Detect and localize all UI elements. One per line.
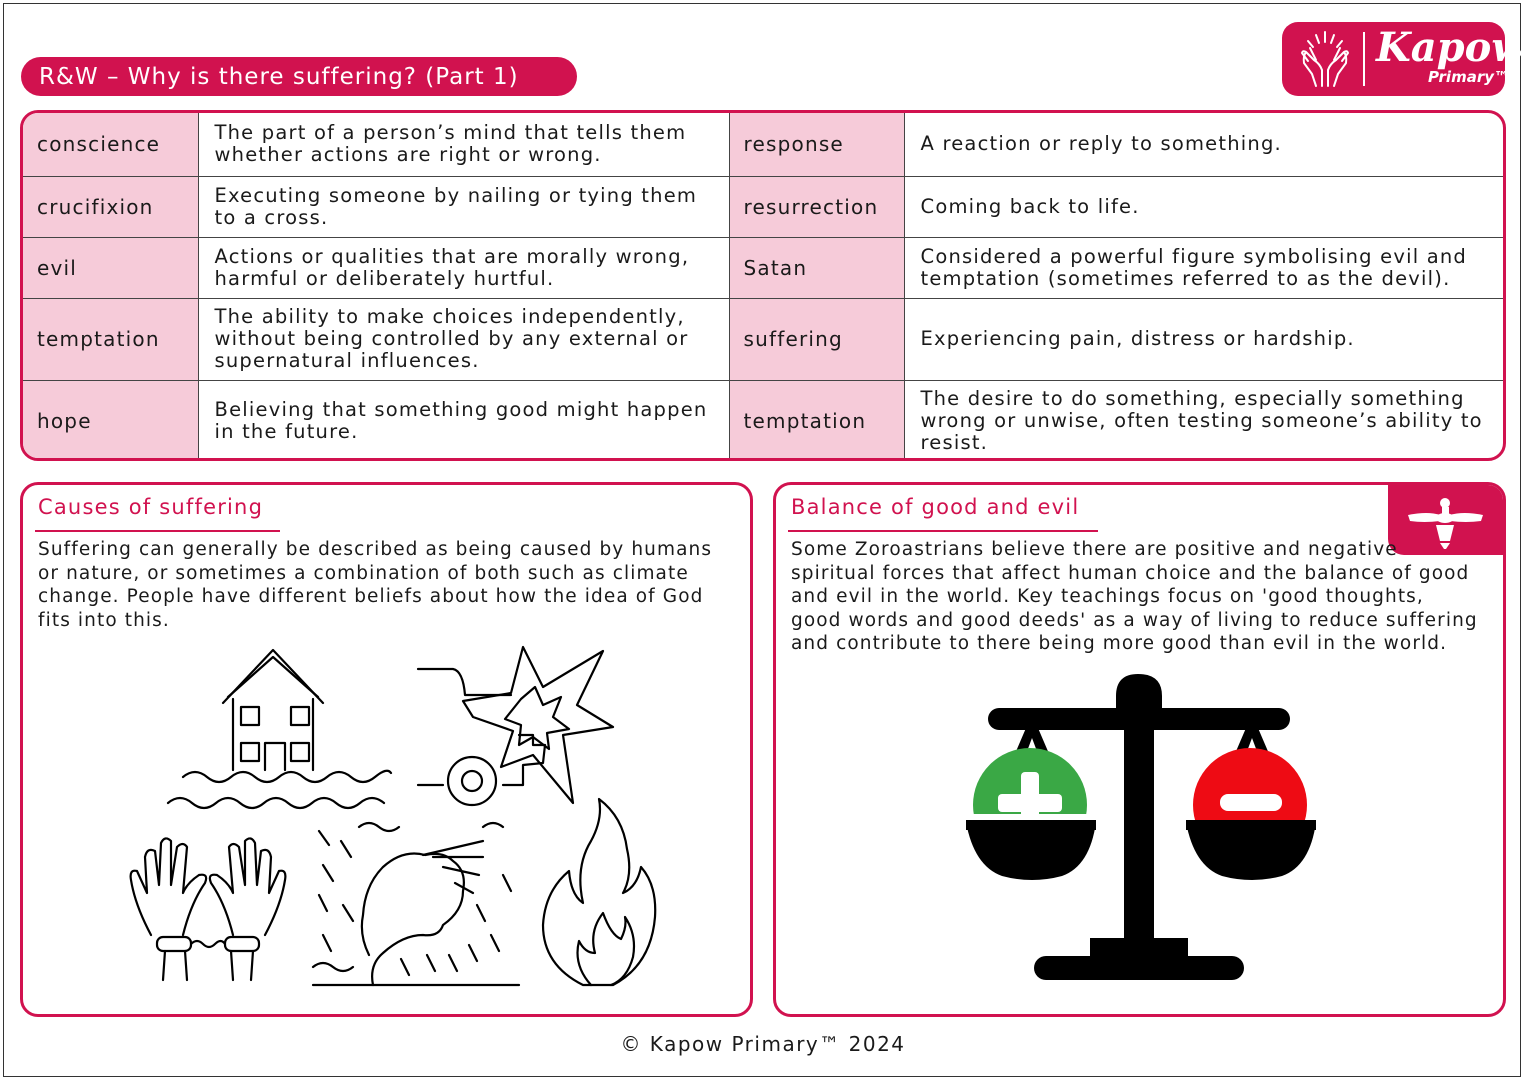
vocab-definition: The ability to make choices independently, without being controlled by any external or supernatural influences. — [198, 298, 729, 380]
car-crash-icon — [418, 647, 613, 805]
page-title-text: R&W – Why is there suffering? (Part 1) — [39, 63, 519, 90]
vocab-definition: Believing that something good might happen in the future. — [198, 380, 729, 461]
vocab-term: temptation — [729, 380, 904, 461]
fire-icon — [543, 799, 655, 985]
vocab-term: evil — [23, 237, 198, 298]
causes-text: Suffering can generally be described as being caused by humans or nature, or sometimes a combination of both such as climate change. People have different beliefs about how the idea of God fits into this. — [38, 539, 713, 631]
flooded-house-icon — [168, 650, 391, 808]
logo-brand: Kapow — [1376, 24, 1526, 71]
table-row — [23, 113, 1503, 176]
page-title — [21, 57, 577, 96]
balance-scale-illustration — [776, 670, 1503, 1010]
causes-illustrations — [23, 635, 750, 1015]
table-row — [23, 176, 1503, 237]
vocab-definition: Actions or qualities that are morally wrong, harmful or deliberately hurtful. — [198, 237, 729, 298]
balance-heading: Balance of good and evil — [791, 495, 1080, 519]
scale-icon — [966, 674, 1316, 980]
vocab-definition: Considered a powerful figure symbolising evil and temptation (sometimes referred to as the devil). — [904, 237, 1503, 298]
vocab-term: Satan — [729, 237, 904, 298]
vocab-term: conscience — [23, 113, 198, 176]
vocabulary-table — [20, 110, 1506, 461]
balance-underline — [788, 530, 1098, 532]
vocab-definition: The part of a person’s mind that tells them whether actions are right or wrong. — [198, 113, 729, 176]
logo-sub: Primary™ — [1428, 68, 1509, 86]
vocab-definition: Executing someone by nailing or tying them to a cross. — [198, 176, 729, 237]
logo-divider — [1363, 32, 1365, 86]
vocab-definition: Experiencing pain, distress or hardship. — [904, 298, 1503, 380]
causes-underline — [35, 530, 280, 532]
vocab-term: hope — [23, 380, 198, 461]
handcuffed-hands-icon — [131, 838, 286, 980]
storm-tree-icon — [313, 823, 519, 985]
kapow-logo — [1282, 22, 1526, 96]
causes-heading: Causes of suffering — [38, 495, 264, 519]
balance-panel — [773, 482, 1506, 1017]
vocab-term: resurrection — [729, 176, 904, 237]
vocab-definition: Coming back to life. — [904, 176, 1503, 237]
balance-text: Some Zoroastrians believe there are positive and negative spiritual forces that affect human choice and the balance of good and evil in the world. Key teachings focus on 'good thoughts, good words and good deeds' as a way of living to reduce suffering and contribute to there being more good than evil in the world. — [791, 539, 1478, 654]
vocab-term: temptation — [23, 298, 198, 380]
vocab-term: response — [729, 113, 904, 176]
vocab-term: crucifixion — [23, 176, 198, 237]
causes-panel — [20, 482, 753, 1017]
vocab-definition: The desire to do something, especially something wrong or unwise, often testing someone’s ability to resist. — [904, 380, 1503, 461]
praying-hands-icon — [1294, 30, 1356, 90]
table-row — [23, 237, 1503, 298]
footer-copyright: © Kapow Primary™ 2024 — [620, 1032, 906, 1056]
vocab-term: suffering — [729, 298, 904, 380]
table-row — [23, 380, 1503, 461]
table-row — [23, 298, 1503, 380]
vocab-definition: A reaction or reply to something. — [904, 113, 1503, 176]
